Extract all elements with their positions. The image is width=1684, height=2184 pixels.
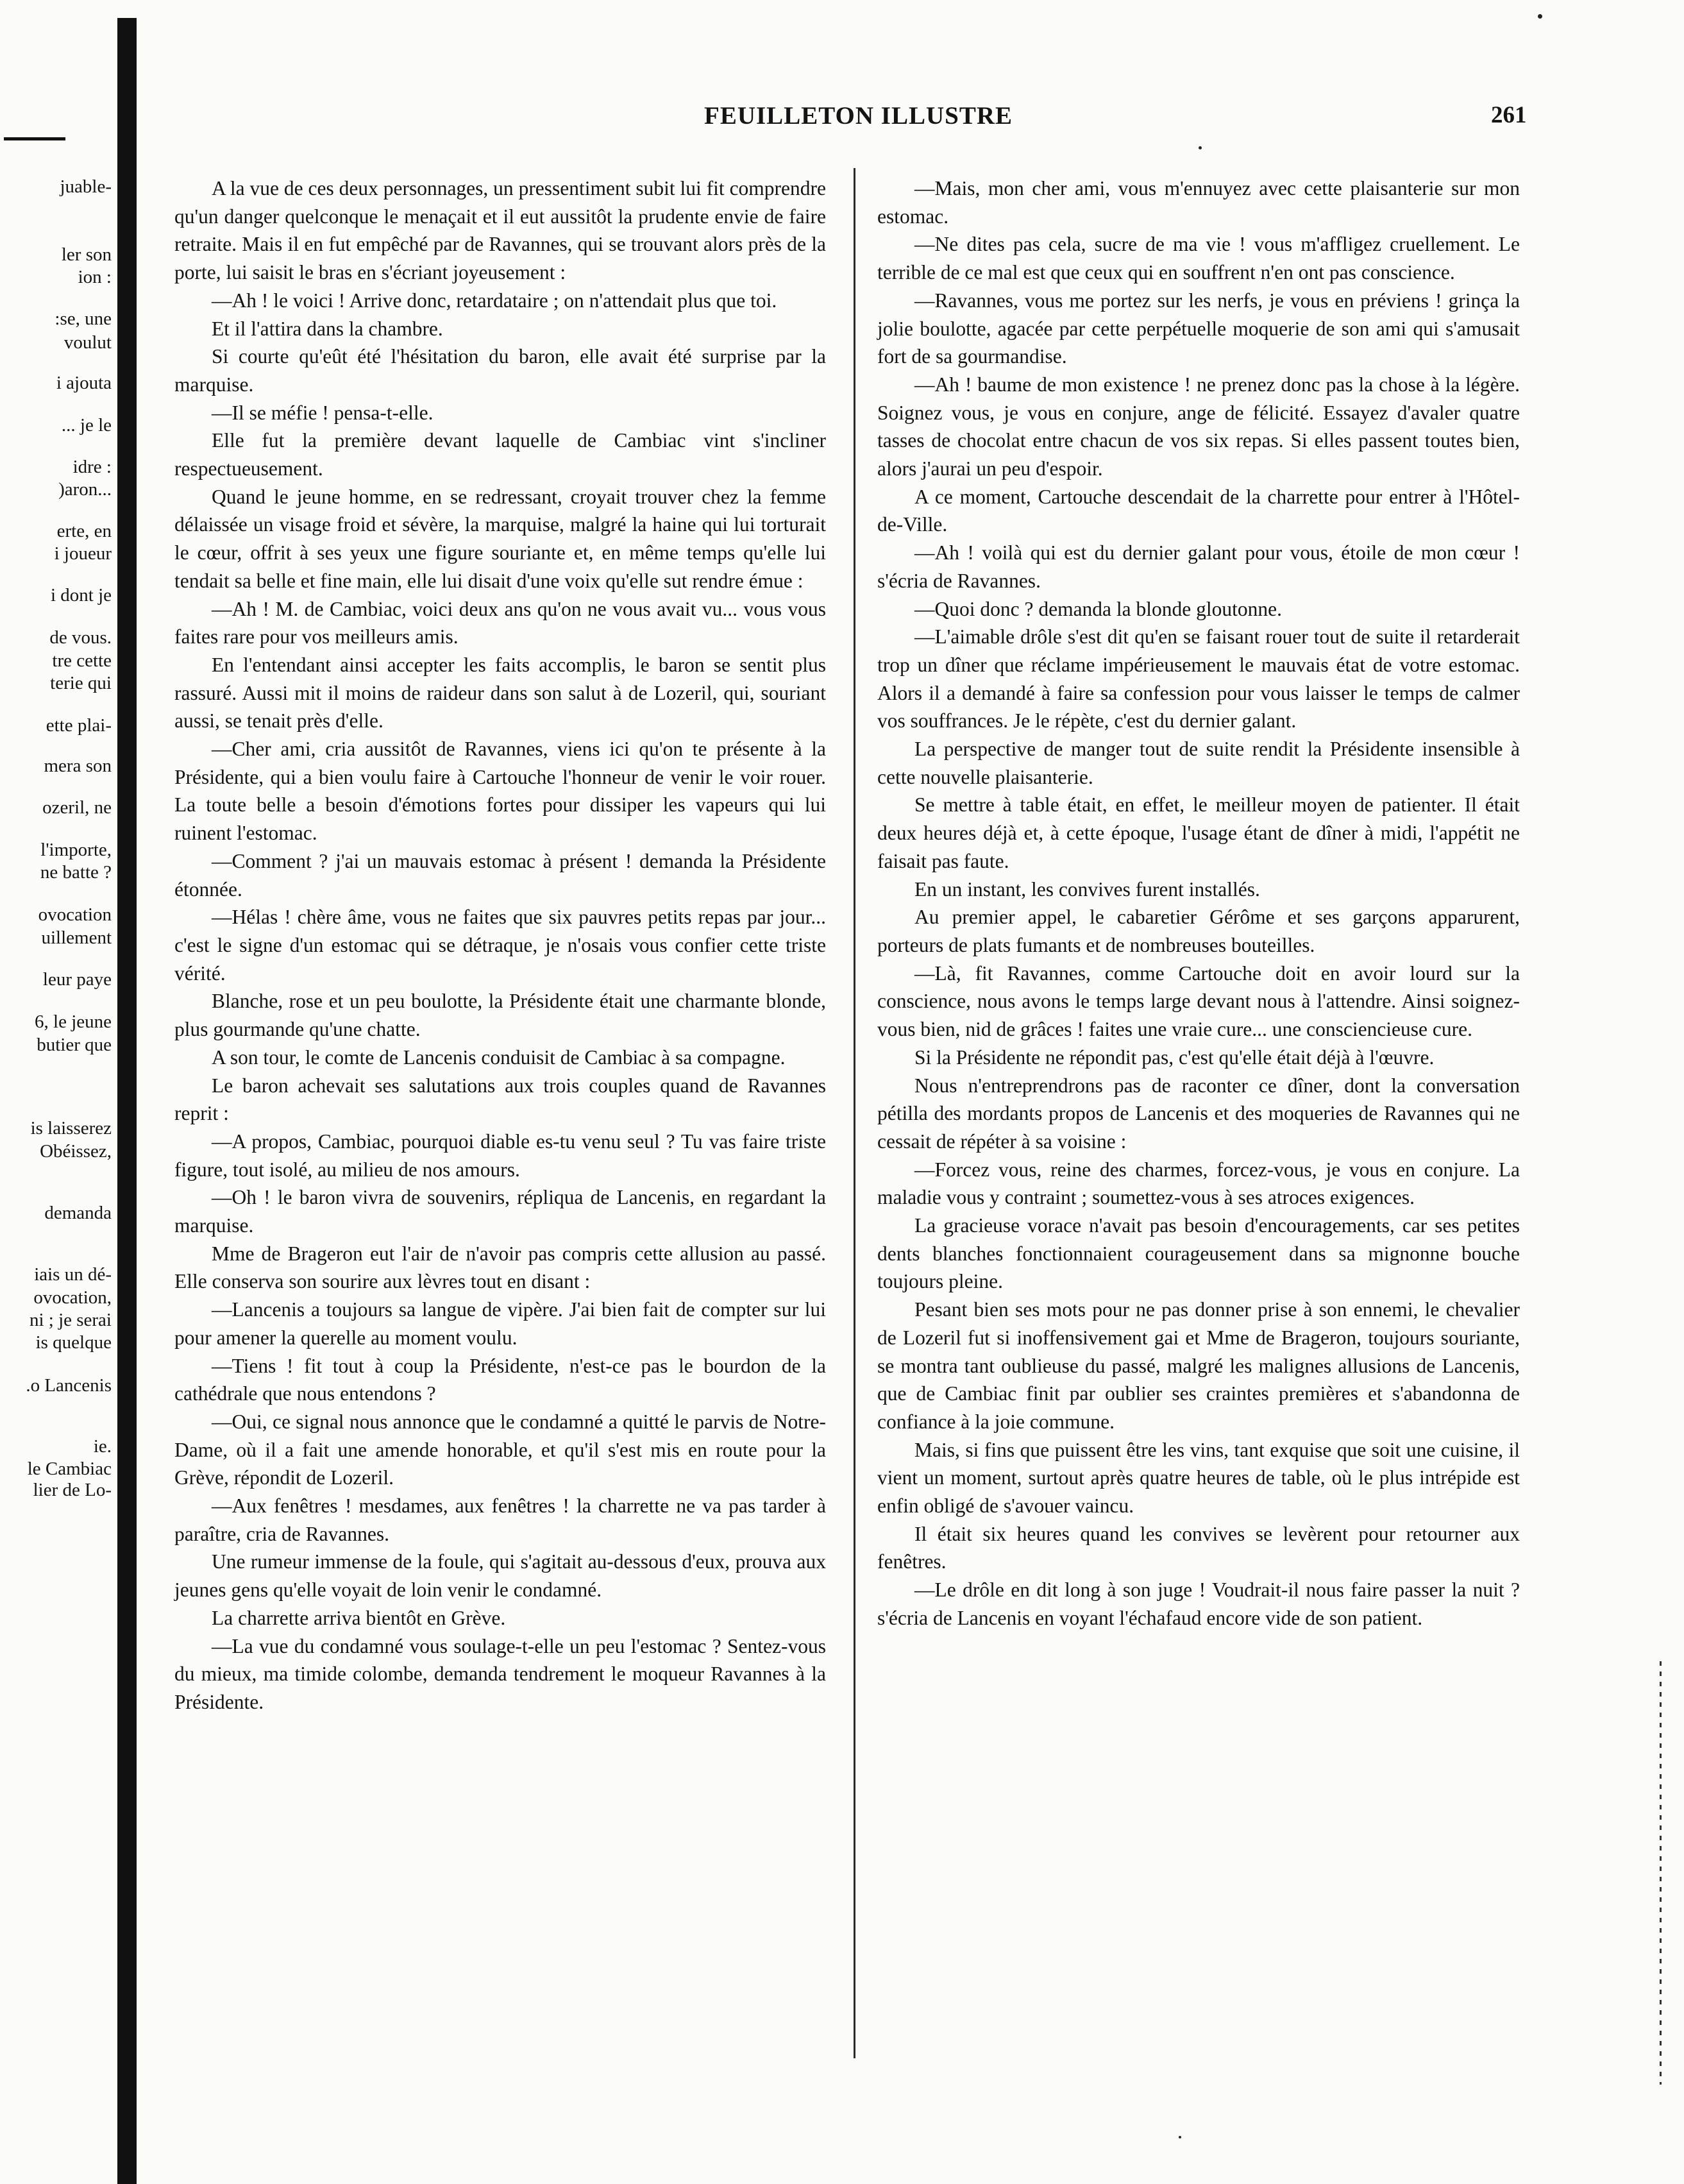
margin-fragment: lier de Lo- — [33, 1480, 112, 1500]
margin-fragment: ion : — [78, 267, 112, 287]
margin-fragment: is laisserez — [30, 1118, 112, 1139]
margin-fragment: tre cette — [52, 650, 112, 671]
margin-fragment: ie. — [93, 1436, 112, 1457]
paragraph: —Là, fit Ravannes, comme Cartouche doit en avoir lourd sur la conscience, nous avons le temps large devant nous à l'attendre. Ainsi soignez-vous bien, nid de grâces ! faites une vraie cure... une consciencieuse cure. — [877, 961, 1520, 1041]
paragraph: —Hélas ! chère âme, vous ne faites que six pauvres petits repas par jour... c'est le signe d'un estomac qui se détraque, je n'osais vous confier cette triste vérité. — [174, 906, 826, 985]
running-title: FEUILLETON ILLUSTRE — [704, 102, 1013, 130]
margin-fragment: ... je le — [61, 415, 112, 436]
paragraph: A la vue de ces deux personnages, un pressentiment subit lui fit comprendre qu'un danger quelconque le menaçait et il eut aussitôt la prudente envie de faire retraite. Mais il en fut empêché par de Ravannes, qui se trouvant alors près de la porte, lui saisit le bras en s'écriant joyeusement : — [174, 177, 826, 284]
margin-fragment: erte, en — [56, 521, 112, 541]
margin-fragment: ovocation, — [33, 1287, 112, 1308]
margin-fragment: i dont je — [50, 585, 112, 605]
paragraph: Le baron achevait ses salutations aux trois couples quand de Ravannes reprit : — [174, 1074, 826, 1125]
page-header — [0, 96, 1684, 135]
margin-fragment: 6, le jeune — [35, 1012, 112, 1032]
margin-fragment: ovocation — [38, 904, 112, 925]
paragraph: Pesant bien ses mots pour ne pas donner prise à son ennemi, le chevalier de Lozeril fut si inoffensivement gai et Mme de Brageron, toujours souriante, se montra tant oublieuse du passé, malgré les malignes allusions de Lancenis, que de Cambiac finit par oublier ses craintes premières et s'abandonna de confiance à la joie commune. — [877, 1298, 1520, 1433]
page-number: 261 — [1491, 102, 1527, 128]
margin-fragment: butier que — [37, 1035, 112, 1055]
paragraph: La charrette arriva bientôt en Grève. — [212, 1606, 506, 1629]
margin-fragment: ette plai- — [46, 715, 112, 736]
margin-fragment: ler son — [61, 244, 112, 265]
paragraph: La perspective de manger tout de suite rendit la Présidente insensible à cette nouvelle plaisanterie. — [877, 738, 1520, 788]
paragraph: —Tiens ! fit tout à coup la Présidente, n'est-ce pas le bourdon de la cathédrale que nous entendons ? — [174, 1354, 826, 1405]
paragraph: —Comment ? j'ai un mauvais estomac à présent ! demanda la Présidente étonnée. — [174, 849, 826, 901]
paragraph: —Mais, mon cher ami, vous m'ennuyez avec cette plaisanterie sur mon estomac. — [877, 177, 1520, 228]
margin-fragment: i ajouta — [56, 373, 112, 393]
paragraph: —Ah ! le voici ! Arrive donc, retardataire ; on n'attendait plus que toi. — [212, 289, 777, 312]
paragraph: Si la Présidente ne répondit pas, c'est qu'elle était déjà à l'œuvre. — [914, 1045, 1435, 1069]
paragraph: A ce moment, Cartouche descendait de la charrette pour entrer à l'Hôtel-de-Ville. — [877, 485, 1520, 536]
paragraph: Quand le jeune homme, en se redressant, croyait trouver chez la femme délaissée un visage froid et sévère, la marquise, malgré la haine qui lui torturait le cœur, offrit à ses yeux une figure souriante et, en même temps qu'elle lui tendait sa belle et fine main, elle lui disait d'une voix qu'elle sut rendre émue : — [174, 485, 826, 592]
paragraph: —Cher ami, cria aussitôt de Ravannes, viens ici qu'on te présente à la Présidente, qui a bien voulu faire à Cartouche l'honneur de venir le voir rouer. La toute belle a besoin d'émotions fortes pour dissiper les vapeurs qui lui ruinent l'estomac. — [174, 738, 826, 845]
paragraph: La gracieuse vorace n'avait pas besoin d'encouragements, car ses petites dents blanches fonctionnaient courageusement dans sa mignonne bouche toujours pleine. — [877, 1214, 1520, 1293]
paragraph: Blanche, rose et un peu boulotte, la Présidente était une charmante blonde, plus gourmande qu'une chatte. — [174, 990, 826, 1041]
margin-fragment: ni ; je serai — [29, 1310, 112, 1330]
paragraph: Et il l'attira dans la chambre. — [212, 317, 443, 340]
binding-gutter — [117, 18, 137, 2184]
paragraph: —Ne dites pas cela, sucre de ma vie ! vous m'affligez cruellement. Le terrible de ce mal est que ceux qui en souffrent n'en ont pas conscience. — [877, 233, 1520, 284]
paragraph: —Quoi donc ? demanda la blonde gloutonne. — [914, 597, 1282, 620]
paragraph: —Ah ! voilà qui est du dernier galant pour vous, étoile de mon cœur ! s'écria de Ravannes. — [877, 541, 1520, 592]
left-column — [174, 174, 826, 1716]
paragraph: Si courte qu'eût été l'hésitation du baron, elle avait été surprise par la marquise. — [174, 345, 826, 396]
paragraph: —Ah ! M. de Cambiac, voici deux ans qu'on ne vous avait vu... vous vous faites rare pour vos meilleurs amis. — [174, 597, 826, 648]
paragraph: —Ravannes, vous me portez sur les nerfs, je vous en préviens ! grinça la jolie boulotte, agacée par cette perpétuelle moquerie de son ami qui s'amusait fort de sa gourmandise. — [877, 289, 1520, 368]
right-column — [877, 174, 1520, 1632]
margin-fragment: voulut — [63, 332, 112, 353]
paragraph: Nous n'entreprendrons pas de raconter ce dîner, dont la conversation pétilla des mordants propos de Lancenis et des moqueries de Ravannes qui ne cessait de répéter à sa voisine : — [877, 1074, 1520, 1153]
margin-fragment: Obéissez, — [40, 1141, 112, 1162]
margin-fragment: iais un dé- — [34, 1264, 112, 1285]
margin-fragment: )aron... — [58, 479, 112, 500]
paragraph: —Aux fenêtres ! mesdames, aux fenêtres ! la charrette ne va pas tarder à paraître, cria de Ravannes. — [174, 1494, 826, 1545]
paragraph: Au premier appel, le cabaretier Gérôme et ses garçons apparurent, porteurs de plats fumants et de nombreuses bouteilles. — [877, 906, 1520, 956]
margin-fragment: idre : — [72, 457, 112, 477]
paragraph: A son tour, le comte de Lancenis conduisit de Cambiac à sa compagne. — [212, 1045, 786, 1069]
print-speck — [1179, 2136, 1181, 2138]
paragraph: —Oui, ce signal nous annonce que le condamné a quitté le parvis de Notre-Dame, où il a fait une amende honorable, et qu'il s'est mis en route pour la Grève, répondit de Lozeril. — [174, 1410, 826, 1489]
margin-fragment: ne batte ? — [40, 862, 112, 883]
paragraph: —Il se méfie ! pensa-t-elle. — [212, 401, 434, 424]
paragraph: —Lancenis a toujours sa langue de vipère. J'ai bien fait de compter sur lui pour amener la querelle au moment voulu. — [174, 1298, 826, 1349]
paragraph: —Forcez vous, reine des charmes, forcez-vous, je vous en conjure. La maladie vous y contraint ; soumettez-vous à ses atroces exigences. — [877, 1158, 1520, 1209]
margin-fragment: :se, une — [55, 309, 112, 329]
paragraph: Il était six heures quand les convives se levèrent pour retourner aux fenêtres. — [877, 1522, 1520, 1573]
paragraph: —Oh ! le baron vivra de souvenirs, répliqua de Lancenis, en regardant la marquise. — [174, 1186, 826, 1237]
margin-fragment: ozeril, ne — [42, 797, 112, 818]
print-speck — [1199, 146, 1202, 149]
paragraph: —A propos, Cambiac, pourquoi diable es-tu venu seul ? Tu vas faire triste figure, tout isolé, au milieu de nos amours. — [174, 1130, 826, 1181]
margin-fragment: juable- — [60, 176, 112, 197]
paragraph: —La vue du condamné vous soulage-t-elle un peu l'estomac ? Sentez-vous du mieux, ma timide colombe, demanda tendrement le moqueur Ravannes à la Présidente. — [174, 1634, 826, 1713]
margin-fragment: demanda — [44, 1203, 112, 1223]
margin-fragment: is quelque — [35, 1332, 112, 1353]
paragraph: —Ah ! baume de mon existence ! ne prenez donc pas la chose à la légère. Soignez vous, je vous en conjure, ange de félicité. Essayez d'avaler quatre tasses de chocolat entre chacun de vos six repas. Si elles passent toutes bien, alors j'aurai un peu d'espoir. — [877, 373, 1520, 480]
margin-fragment: i joueur — [54, 543, 112, 564]
margin-fragment: l'importe, — [40, 840, 112, 860]
margin-fragment: terie qui — [50, 673, 112, 693]
page-edge-marks — [1660, 1661, 1662, 2085]
paragraph: —L'aimable drôle s'est dit qu'en se faisant rouer tout de suite il retarderait trop un dîner que réclame impérieusement le mauvais état de votre estomac. Alors il a demandé à faire sa confession pour vous laisser le temps de calmer vos souffrances. Je le répète, c'est du dernier galant. — [877, 625, 1520, 732]
paragraph: Mme de Brageron eut l'air de n'avoir pas compris cette allusion au passé. Elle conserva son sourire aux lèvres tout en disant : — [174, 1242, 826, 1293]
paragraph: Elle fut la première devant laquelle de Cambiac vint s'incliner respectueusement. — [174, 429, 826, 480]
margin-dash — [4, 137, 65, 140]
margin-fragment: mera son — [44, 756, 112, 776]
margin-fragment: leur paye — [42, 969, 112, 990]
margin-fragment: uillement — [41, 927, 112, 948]
paragraph: Mais, si fins que puissent être les vins, tant exquise que soit une cuisine, il vient un moment, surtout après quatre heures de table, où le plus intrépide est enfin obligé de s'avouer vaincu. — [877, 1438, 1520, 1518]
margin-fragment: le Cambiac — [27, 1459, 112, 1479]
column-divider — [854, 168, 855, 2058]
margin-fragment: de vous. — [49, 627, 112, 648]
margin-fragment: .o Lancenis — [26, 1375, 112, 1396]
paragraph: En l'entendant ainsi accepter les faits accomplis, le baron se sentit plus rassuré. Aussi mit il moins de raideur dans son salut à de Lozeril, qui, souriant aussi, se tenait près d'elle. — [174, 653, 826, 732]
print-speck — [1538, 14, 1542, 19]
paragraph: Une rumeur immense de la foule, qui s'agitait au-dessous d'eux, prouva aux jeunes gens qu'elle voyait de loin venir le condamné. — [174, 1550, 826, 1602]
paragraph: En un instant, les convives furent installés. — [914, 877, 1260, 901]
left-page-fragment — [0, 0, 114, 2184]
paragraph: —Le drôle en dit long à son juge ! Voudrait-il nous faire passer la nuit ? s'écria de Lancenis en voyant l'échafaud encore vide de son patient. — [877, 1579, 1520, 1629]
paragraph: Se mettre à table était, en effet, le meilleur moyen de patienter. Il était deux heures déjà et, à cette époque, l'usage étant de dîner à midi, l'appétit ne faisait pas faute. — [877, 793, 1520, 872]
